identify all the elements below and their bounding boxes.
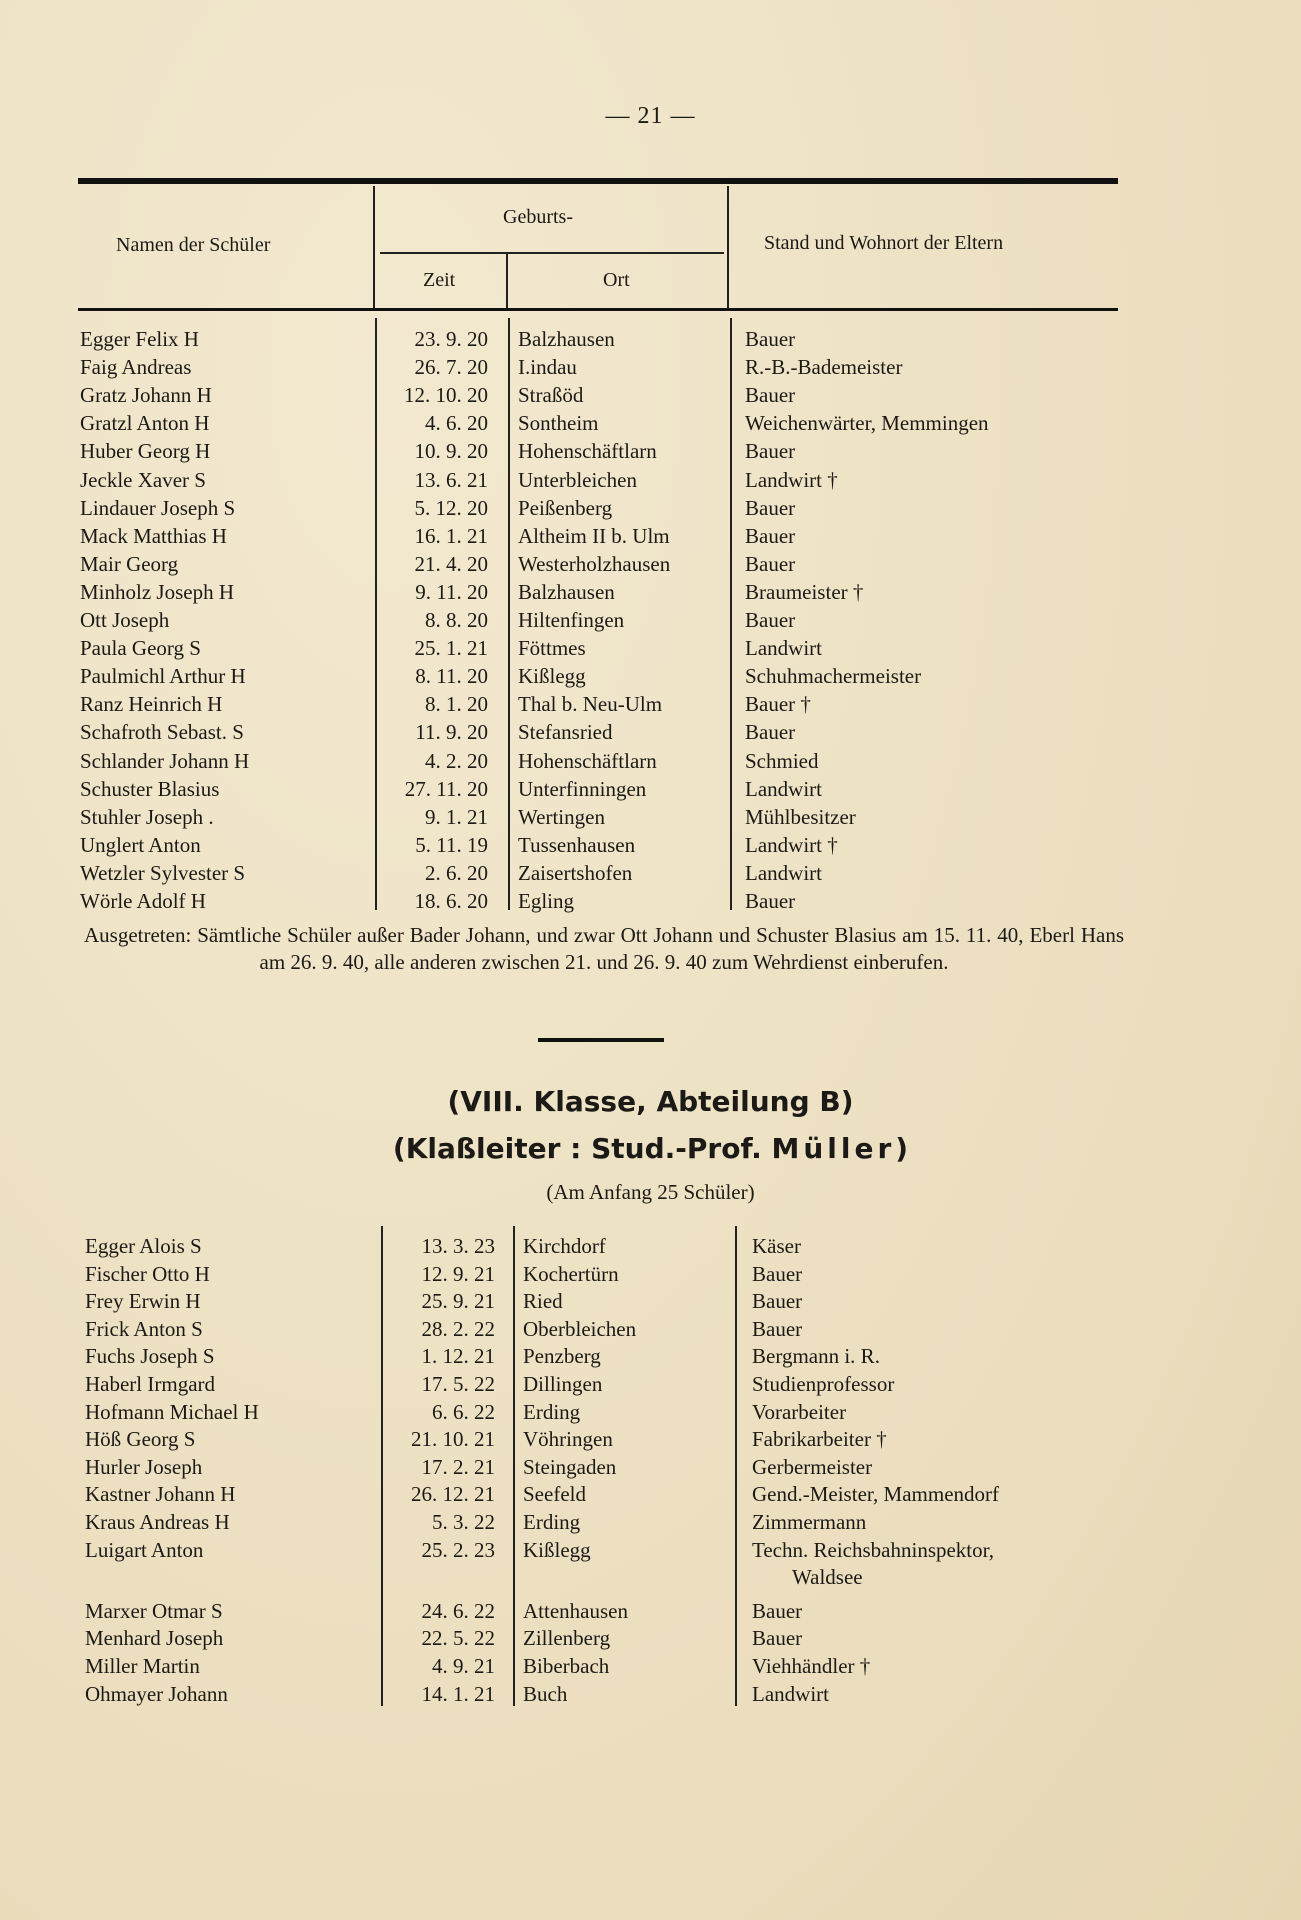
parents-info: Braumeister † (745, 579, 864, 604)
table-row (0, 550, 1301, 578)
table-row (0, 606, 1301, 634)
birth-place: Kochertürn (523, 1261, 619, 1286)
table-top-rule (78, 178, 1118, 184)
parents-info: Bauer (745, 523, 796, 548)
parents-info: Bauer (752, 1626, 803, 1651)
student-name: Fuchs Joseph S (85, 1344, 215, 1369)
birth-date: 22. 5. 22 (421, 1626, 495, 1651)
parents-info: Landwirt (745, 860, 822, 885)
birth-date: 12. 9. 21 (421, 1261, 495, 1286)
parents-info: Gend.-Meister, Mammendorf (752, 1482, 1000, 1507)
parents-info: Bauer (745, 889, 796, 913)
parents-info: Bauer (745, 551, 796, 576)
table-row (0, 1287, 1301, 1315)
table-row (0, 747, 1301, 775)
parents-info: Mühlbesitzer (745, 804, 856, 829)
parents-info: Bauer (745, 327, 796, 351)
parents-info: Bauer † (745, 692, 811, 717)
table-row (0, 803, 1301, 831)
header-place: Ort (603, 269, 630, 291)
birth-place: Zaisertshofen (518, 860, 633, 885)
student-name: Höß Georg S (85, 1427, 196, 1452)
student-name: Schuster Blasius (80, 776, 220, 801)
table-row (0, 1260, 1301, 1288)
parents-info: Studienprofessor (752, 1372, 895, 1396)
student-name: Haberl Irmgard (85, 1372, 216, 1396)
student-name: Wörle Adolf H (80, 889, 206, 913)
parents-info: Landwirt (745, 636, 822, 661)
birth-date: 17. 5. 22 (421, 1372, 495, 1396)
student-name: Fischer Otto H (85, 1261, 210, 1286)
student-name: Menhard Joseph (85, 1626, 224, 1651)
birth-place: Westerholzhausen (518, 551, 671, 576)
table-row (0, 1597, 1301, 1625)
student-name: Gratzl Anton H (80, 411, 210, 436)
birth-place: Oberbleichen (523, 1316, 637, 1341)
parents-info: Bauer (745, 439, 796, 464)
birth-date: 10. 9. 20 (414, 439, 488, 464)
table-row (0, 1680, 1301, 1708)
parents-info: Landwirt (745, 776, 822, 801)
parents-info: Fabrikarbeiter † (752, 1427, 887, 1452)
table-row (0, 578, 1301, 606)
header-parents: Stand und Wohnort der Eltern (764, 232, 1004, 254)
table-row (0, 775, 1301, 803)
student-name: Miller Martin (85, 1654, 200, 1678)
student-name: Mack Matthias H (80, 523, 227, 548)
table-row (0, 353, 1301, 381)
teacher-name: Müller (771, 1132, 896, 1165)
student-name: Mair Georg (80, 551, 179, 576)
birth-place: Thal b. Neu-Ulm (518, 692, 663, 717)
student-name: Lindauer Joseph S (80, 495, 236, 520)
birth-date: 12. 10. 20 (404, 383, 488, 408)
birth-place: Hiltenfingen (518, 608, 625, 632)
parents-info: Bauer (752, 1316, 803, 1341)
birth-date: 2. 6. 20 (425, 860, 488, 885)
student-name: Kraus Andreas H (85, 1510, 230, 1534)
birth-place: Buch (523, 1681, 568, 1706)
header-birth: Geburts- (503, 206, 573, 228)
parents-info: Bauer (752, 1261, 803, 1286)
table-row (0, 522, 1301, 550)
parents-info: R.-B.-Bademeister (745, 355, 903, 380)
birth-place: Kißlegg (523, 1537, 591, 1562)
student-name: Gratz Johann H (80, 383, 212, 408)
birth-place: Egling (518, 889, 574, 913)
table-row (0, 1453, 1301, 1481)
table-row (0, 494, 1301, 522)
birth-place: Balzhausen (518, 327, 615, 351)
student-name: Ott Joseph (80, 608, 170, 632)
birth-place: Kirchdorf (523, 1234, 606, 1258)
birth-place: Föttmes (518, 636, 586, 661)
birth-place: Attenhausen (523, 1598, 628, 1623)
birth-date: 8. 11. 20 (415, 664, 488, 689)
table-row (0, 409, 1301, 437)
student-name: Marxer Otmar S (85, 1598, 223, 1623)
parents-info: Bergmann i. R. (752, 1344, 880, 1369)
parents-info: Zimmermann (752, 1510, 867, 1534)
parents-info: Gerbermeister (752, 1454, 873, 1479)
parents-info: Landwirt † (745, 832, 838, 857)
birth-date: 16. 1. 21 (414, 523, 488, 548)
birth-date: 4. 6. 20 (425, 411, 488, 436)
column-divider (506, 252, 508, 310)
table-row (0, 381, 1301, 409)
table-row (0, 1425, 1301, 1453)
withdrawal-note: Ausgetreten: Sämtliche Schüler außer Bader Johann, und zwar Ott Johann und Schuster Blasius am 15. 11. 40, Eberl Hans am 26. 9. 40, alle anderen zwischen 21. und 26. 9. 40 zum Wehrdienst einberufen. (84, 923, 1124, 974)
birth-date: 21. 4. 20 (414, 551, 488, 576)
birth-place: Biberbach (523, 1654, 610, 1678)
birth-date: 4. 2. 20 (425, 748, 488, 773)
student-name: Schafroth Sebast. S (80, 720, 244, 745)
birth-place: Altheim II b. Ulm (518, 523, 670, 548)
birth-date: 9. 1. 21 (425, 804, 488, 829)
birth-date: 27. 11. 20 (404, 776, 488, 801)
header-time: Zeit (423, 269, 456, 291)
parents-info: Bauer (752, 1289, 803, 1314)
birth-place: Seefeld (523, 1482, 586, 1507)
subheader-rule (380, 252, 724, 254)
table-row (0, 325, 1301, 353)
birth-date: 5. 11. 19 (415, 832, 488, 857)
birth-place: Sontheim (518, 411, 599, 436)
birth-date: 8. 1. 20 (425, 692, 488, 717)
birth-date: 13. 6. 21 (414, 467, 488, 492)
parents-info: Bauer (745, 383, 796, 408)
parents-info: Weichenwärter, Memmingen (745, 411, 989, 436)
birth-date: 11. 9. 20 (415, 720, 488, 745)
parents-info: Techn. Reichsbahninspektor, (752, 1537, 995, 1562)
student-name: Egger Alois S (85, 1234, 202, 1258)
parents-info: Bauer (745, 720, 796, 745)
student-name: Kastner Johann H (85, 1482, 236, 1507)
table-row (0, 1624, 1301, 1652)
birth-date: 26. 7. 20 (414, 355, 488, 380)
birth-date: 26. 12. 21 (411, 1482, 495, 1507)
student-name: Frey Erwin H (85, 1289, 201, 1314)
teacher-prefix: (Klaßleiter : Stud.-Prof. (392, 1132, 772, 1165)
birth-place: Ried (523, 1289, 563, 1314)
student-name: Wetzler Sylvester S (80, 860, 246, 885)
birth-date: 24. 6. 22 (421, 1598, 495, 1623)
table-row (0, 634, 1301, 662)
table-row (0, 1398, 1301, 1426)
parents-info: Bauer (752, 1598, 803, 1623)
student-name: Egger Felix H (80, 327, 199, 351)
student-name: Huber Georg H (80, 439, 211, 464)
birth-date: 8. 8. 20 (425, 608, 488, 632)
table-row (0, 1370, 1301, 1398)
teacher-suffix: ) (895, 1132, 909, 1165)
column-divider (373, 186, 375, 310)
birth-place: Tussenhausen (518, 832, 636, 857)
student-name: Jeckle Xaver S (80, 467, 206, 492)
birth-place: Hohenschäftlarn (518, 748, 657, 773)
section-b-subtitle: (Am Anfang 25 Schüler) (546, 1180, 755, 1204)
student-name: Paula Georg S (80, 636, 201, 661)
student-name: Luigart Anton (85, 1537, 204, 1562)
birth-date: 13. 3. 23 (421, 1234, 495, 1258)
student-name: Ranz Heinrich H (80, 692, 223, 717)
birth-date: 25. 2. 23 (421, 1537, 495, 1562)
birth-place: Balzhausen (518, 579, 615, 604)
parents-info: Schuhmachermeister (745, 664, 922, 689)
parents-info: Landwirt † (745, 467, 838, 492)
birth-date: 5. 3. 22 (432, 1510, 495, 1534)
student-name: Stuhler Joseph . (80, 804, 214, 829)
table-row (0, 1508, 1301, 1536)
birth-place: Stefansried (518, 720, 613, 745)
section-b-teacher (0, 1132, 1301, 1165)
parents-info: Landwirt (752, 1681, 829, 1706)
birth-date: 1. 12. 21 (421, 1344, 495, 1369)
birth-place: Zillenberg (523, 1626, 611, 1651)
birth-date: 14. 1. 21 (421, 1681, 495, 1706)
header-bottom-rule (78, 308, 1118, 311)
header-names: Namen der Schüler (116, 234, 271, 256)
birth-place: Kißlegg (518, 664, 586, 689)
student-name: Unglert Anton (80, 832, 201, 857)
birth-place: Wertingen (518, 804, 605, 829)
student-name: Minholz Joseph H (80, 579, 234, 604)
birth-date: 18. 6. 20 (414, 889, 488, 913)
table-row (0, 718, 1301, 746)
birth-date: 23. 9. 20 (414, 327, 488, 351)
table-row (0, 1536, 1301, 1590)
table-row (0, 831, 1301, 859)
student-name: Hurler Joseph (85, 1454, 203, 1479)
birth-place: Dillingen (523, 1372, 603, 1396)
birth-place: Straßöd (518, 383, 584, 408)
section-separator (538, 1038, 664, 1042)
birth-date: 28. 2. 22 (421, 1316, 495, 1341)
birth-place: Vöhringen (523, 1427, 613, 1452)
student-name: Hofmann Michael H (85, 1399, 259, 1424)
table-row (0, 859, 1301, 887)
parents-info: Vorarbeiter (752, 1399, 847, 1424)
table-row (0, 690, 1301, 718)
page-number: — 21 — (605, 103, 696, 129)
birth-date: 21. 10. 21 (411, 1427, 495, 1452)
birth-date: 17. 2. 21 (421, 1454, 495, 1479)
table-row (0, 887, 1301, 915)
birth-place: Erding (523, 1399, 581, 1424)
table-row (0, 1480, 1301, 1508)
table-row (0, 1652, 1301, 1680)
table-row (0, 1232, 1301, 1260)
student-name: Faig Andreas (80, 355, 192, 380)
parents-info: Bauer (745, 608, 796, 632)
parents-info: Schmied (745, 748, 819, 773)
student-name: Frick Anton S (85, 1316, 203, 1341)
birth-place: Penzberg (523, 1344, 601, 1369)
birth-place: Unterbleichen (518, 467, 637, 492)
table-row (0, 437, 1301, 465)
parents-info-continued: Waldsee (792, 1565, 863, 1590)
parents-info: Viehhändler † (752, 1654, 871, 1678)
column-divider (727, 186, 729, 310)
parents-info: Bauer (745, 495, 796, 520)
student-name: Schlander Johann H (80, 748, 250, 773)
birth-date: 9. 11. 20 (415, 579, 488, 604)
birth-place: Peißenberg (518, 495, 613, 520)
birth-place: Erding (523, 1510, 581, 1534)
birth-place: Unterfinningen (518, 776, 647, 801)
birth-date: 25. 9. 21 (421, 1289, 495, 1314)
table-row (0, 1315, 1301, 1343)
birth-place: Steingaden (523, 1454, 617, 1479)
parents-info: Käser (752, 1234, 801, 1258)
table-row (0, 662, 1301, 690)
student-name: Ohmayer Johann (85, 1681, 228, 1706)
table-row (0, 1342, 1301, 1370)
birth-place: Hohenschäftlarn (518, 439, 657, 464)
birth-date: 4. 9. 21 (432, 1654, 495, 1678)
birth-date: 6. 6. 22 (432, 1399, 495, 1424)
birth-date: 5. 12. 20 (414, 495, 488, 520)
table-row (0, 466, 1301, 494)
section-b-title: (VIII. Klasse, Abteilung B) (447, 1085, 854, 1118)
birth-date: 25. 1. 21 (414, 636, 488, 661)
student-name: Paulmichl Arthur H (80, 664, 246, 689)
birth-place: I.indau (518, 355, 577, 380)
